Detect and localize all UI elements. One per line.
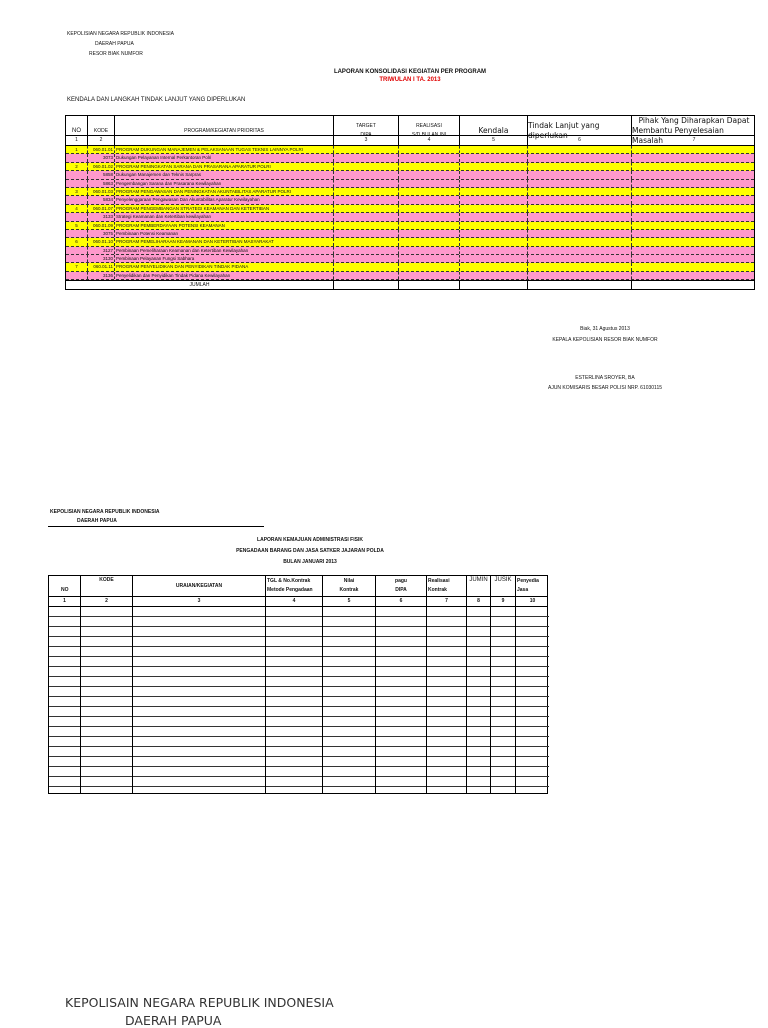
row-program-text: Pembinaan Potensi Keamanan [115,230,334,237]
row-realisasi-cell [399,272,460,279]
doc1-table [65,115,755,290]
program-row [66,222,754,230]
col-kode-label: KODE [93,127,109,134]
row-tindak-cell [528,272,632,279]
jumlah-cell [460,281,528,289]
doc3-org-region: DAERAH PAPUA [125,1013,222,1028]
row-kendala-cell [460,163,528,170]
row-realisasi-cell [399,205,460,212]
jumlah-cell [399,281,460,289]
row-pihak-cell [632,238,756,245]
row-kode: 060.01.10 [88,238,115,245]
jumlah-cell [334,281,399,289]
row-program-text: PROGRAM PENYELIDIKAN DAN PENYIDIKAN TINDAK PIDANA [115,263,334,270]
row-target-cell [334,263,399,270]
row-target-cell [334,213,399,220]
doc2-column-numbers [49,597,547,607]
doc1-org-unit: RESOR BIAK NUMFOR [89,51,143,57]
col-number: 4 [266,597,323,606]
row-no [66,213,88,220]
row-realisasi-cell [399,154,460,161]
row-tindak-cell [528,247,632,254]
row-program-text: Pembinaan Pelayanan Fungsi Sabhara [115,255,334,262]
row-realisasi-cell [399,255,460,262]
row-pihak-cell [632,255,756,262]
row-program-text: PROGRAM DUKUNGAN MANAJEMEN & PELAKSANAAN TUGAS TEKNIS LAINNYA POLRI [115,146,334,153]
col-number: 2 [81,597,133,606]
program-row [66,205,754,213]
col-realisasi-label-1: Realisasi [428,578,450,584]
empty-column [49,607,81,793]
row-no: 5 [66,222,88,229]
row-realisasi-cell [399,196,460,203]
row-kode: 5858 [88,171,115,178]
jumlah-cell [528,281,632,289]
row-kendala-cell [460,255,528,262]
row-pihak-cell [632,171,756,178]
doc2-table-header [49,576,547,597]
row-kendala-cell [460,263,528,270]
doc1-table-footer [66,280,754,289]
row-realisasi-cell [399,238,460,245]
row-program-text: Dukungan Manajemen dan Teknis Sarpras [115,171,334,178]
col-program-label: PROGRAM/KEGIATAN PRIORITAS [184,127,264,134]
signature-place-date: Biak, 31 Agustus 2013 [580,326,630,332]
col-uraian [133,576,266,596]
row-pihak-cell [632,263,756,270]
doc1-subtitle: TRIWULAN I TA. 2013 [379,77,441,83]
program-row [66,238,754,246]
row-target-cell [334,247,399,254]
row-kode: 3075 [88,230,115,237]
row-target-cell [334,205,399,212]
col-number: 3 [133,597,266,606]
row-pihak-cell [632,180,756,187]
col-number: 9 [491,597,516,606]
program-row [66,263,754,271]
row-kode: 3136 [88,272,115,279]
col-number: 7 [427,597,467,606]
doc1-title: LAPORAN KONSOLIDASI KEGIATAN PER PROGRAM [333,69,487,75]
row-no: 7 [66,263,88,270]
kegiatan-row [66,180,754,188]
row-program-text: Penyelenggaraan Pengawasan Dan Akuntabilitas Aparatur Kewilayahan [115,196,334,203]
row-kendala-cell [460,213,528,220]
row-realisasi-cell [399,230,460,237]
empty-column [516,607,549,793]
jumlah-cell [632,281,756,289]
col-realisasi-label-2: Kontrak [428,587,447,593]
row-no: 6 [66,238,88,245]
col-nilai-label-1: Nilai [343,578,355,584]
row-tindak-cell [528,188,632,195]
doc2-table-body [49,607,547,793]
row-target-cell [334,163,399,170]
col-nilai-kontrak [323,576,376,596]
col-realisasi-label-2: S/D BULAN INI [411,132,447,138]
row-kode: 060.01.07 [88,205,115,212]
signature-name: ESTERLINA SROYER, BA [575,375,635,381]
row-realisasi-cell [399,213,460,220]
kegiatan-row [66,171,754,179]
col-penyedia-jasa [516,576,549,596]
row-kode: 060.01.02 [88,163,115,170]
row-no: 2 [66,163,88,170]
row-tindak-cell [528,180,632,187]
col-tgl-label-2: Metode Pengadaan [267,587,313,593]
kegiatan-row [66,154,754,162]
row-program-text: Strategi Keamanan dan Ketertiban kewilayahan [115,213,334,220]
row-kode: 3073 [88,154,115,161]
kegiatan-row [66,230,754,238]
jumlah-label: JUMLAH [66,281,334,289]
col-number: 10 [529,598,536,604]
row-target-cell [334,255,399,262]
kegiatan-row [66,196,754,204]
row-target-cell [334,146,399,153]
col-number: 2 [88,136,115,145]
col-pihak-label-2: Membantu Penyelesaian Masalah [632,126,724,145]
col-uraian-label: URAIAN/KEGIATAN [175,582,223,589]
col-jusik-label: JUSIK [494,577,512,583]
empty-column [427,607,467,793]
doc1-org-region: DAERAH PAPUA [95,41,134,47]
signature-rank: AJUN KOMISARIS BESAR POLISI NRP. 61030115 [547,385,663,391]
row-target-cell [334,188,399,195]
row-kode: 060.01.09 [88,222,115,229]
kegiatan-row [66,255,754,263]
row-pihak-cell [632,230,756,237]
row-tindak-cell [528,205,632,212]
col-realisasi-kontrak [427,576,467,596]
row-realisasi-cell [399,146,460,153]
doc2-table [48,575,548,794]
row-no [66,196,88,203]
row-kode: 5834 [88,196,115,203]
row-program-text: PROGRAM PEMELIHARAAN KEAMANAN DAN KETERTIBAN MASYARAKAT [115,238,334,245]
row-kendala-cell [460,180,528,187]
doc1-table-header [66,116,754,145]
row-kendala-cell [460,146,528,153]
doc2-org-name: KEPOLISIAN NEGARA REPUBLIK INDONESIA [50,509,160,515]
row-no [66,154,88,161]
col-number: 4 [399,136,460,145]
col-target-label-2: DIPA [360,132,372,138]
signature-position: KEPALA KEPOLISIAN RESOR BIAK NUMFOR [552,337,658,343]
row-kendala-cell [460,188,528,195]
doc2-title-line3: BULAN JANUARI 2013 [283,559,337,565]
row-target-cell [334,196,399,203]
row-realisasi-cell [399,180,460,187]
doc2-org-region: DAERAH PAPUA [77,518,117,524]
row-pihak-cell [632,154,756,161]
col-penyedia-label-2: Jasa [517,587,529,593]
row-kendala-cell [460,238,528,245]
doc1-column-numbers [66,136,754,146]
row-realisasi-cell [399,247,460,254]
doc2-title-line1: LAPORAN KEMAJUAN ADMINISTRASI FISIK [257,537,363,543]
row-realisasi-cell [399,222,460,229]
row-realisasi-cell [399,263,460,270]
col-pagu-dipa [376,576,427,596]
col-number: 5 [323,597,376,606]
row-kode: 3127 [88,247,115,254]
row-kendala-cell [460,230,528,237]
col-number: 1 [49,597,81,606]
row-program-text: Dukungan Pelayanan Internal Perkantoran Polri [115,154,334,161]
kegiatan-row [66,213,754,221]
col-number: 1 [66,136,88,145]
row-tindak-cell [528,196,632,203]
col-number: 3 [334,136,399,145]
row-program-text: PROGRAM PENINGKATAN SARANA DAN PRASARANA APARATUR POLRI [115,163,334,170]
row-pihak-cell [632,213,756,220]
doc3-org-name: KEPOLISAIN NEGARA REPUBLIK INDONESIA [65,995,334,1010]
empty-column [133,607,266,793]
row-kendala-cell [460,154,528,161]
row-tindak-cell [528,255,632,262]
kegiatan-row [66,247,754,255]
row-target-cell [334,272,399,279]
row-program-text: Penyelidikan dan Penyidikan Tindak Pidana Kewilayahan [115,272,334,279]
row-tindak-cell [528,171,632,178]
doc1-table-body [66,146,754,280]
col-number: 8 [467,597,491,606]
program-row [66,188,754,196]
row-no [66,171,88,178]
row-target-cell [334,230,399,237]
row-program-text: PROGRAM PENGEMBANGAN STRATEGI KEAMANAN DAN KETERTIBAN [115,205,334,212]
row-kendala-cell [460,205,528,212]
row-no [66,247,88,254]
empty-column [81,607,133,793]
row-program-text: Pengembangan Sarana dan Prasarana Kewilayahan [115,180,334,187]
doc1-org-name: KEPOLISIAN NEGARA REPUBLIK INDONESIA [67,31,174,37]
row-program-text: PROGRAM PENGAWASAN DAN PENINGKATAN AKUNTABILITAS APARATUR POLRI [115,188,334,195]
col-kode [81,576,133,596]
col-kode-label: KODE [99,577,114,583]
row-pihak-cell [632,188,756,195]
row-no [66,230,88,237]
row-no: 3 [66,188,88,195]
empty-column [376,607,427,793]
row-kendala-cell [460,222,528,229]
row-no: 1 [66,146,88,153]
col-no-label: NO [72,127,81,134]
row-target-cell [334,222,399,229]
row-no: 4 [66,205,88,212]
row-program-text: PROGRAM PEMBERDAYAAN POTENSI KEAMANAN [115,222,334,229]
row-tindak-cell [528,263,632,270]
row-no [66,180,88,187]
doc2-header-rule [48,526,264,527]
col-realisasi-label-1: REALISASI [416,123,442,129]
row-kendala-cell [460,171,528,178]
program-row [66,146,754,154]
row-tindak-cell [528,154,632,161]
row-kode: 060.01.01 [88,146,115,153]
row-kendala-cell [460,247,528,254]
col-jumin-label: JUMIN [469,577,488,583]
row-kendala-cell [460,196,528,203]
col-jumin [467,576,491,596]
row-pihak-cell [632,205,756,212]
col-penyedia-label-1: Penyedia [517,578,539,584]
col-jusik [491,576,516,596]
col-number [115,136,334,145]
col-number: 7 [692,137,696,143]
row-tindak-cell [528,222,632,229]
col-target-label-1: TARGET [356,123,376,129]
row-kendala-cell [460,272,528,279]
row-pihak-cell [632,247,756,254]
col-pihak-label-1: Pihak Yang Diharapkan Dapat [638,116,750,125]
col-pagu-label-1: pagu [395,578,407,584]
row-kode: 3130 [88,255,115,262]
row-target-cell [334,154,399,161]
row-pihak-cell [632,272,756,279]
row-pihak-cell [632,146,756,153]
row-target-cell [334,238,399,245]
col-number: 5 [460,136,528,145]
col-no-label: NO [61,587,69,593]
row-no [66,272,88,279]
row-realisasi-cell [399,171,460,178]
row-pihak-cell [632,196,756,203]
row-kode: 3133 [88,213,115,220]
row-program-text: Pembinaan Pemeliharaan Keamanan dan Ketertiban Kewilayahan [115,247,334,254]
row-target-cell [334,180,399,187]
kegiatan-row [66,272,754,280]
col-tgl-kontrak [266,576,323,596]
row-kode: 5863 [88,180,115,187]
col-pagu-label-2: DIPA [395,587,407,593]
row-kode: 060.01.11 [88,263,115,270]
doc2-title-line2: PENGADAAN BARANG DAN JASA SATKER JAJARAN POLDA [236,548,384,554]
col-kendala-label: Kendala [478,126,509,135]
empty-column [467,607,491,793]
row-target-cell [334,171,399,178]
row-kode: 060.01.03 [88,188,115,195]
row-pihak-cell [632,163,756,170]
empty-column [491,607,516,793]
col-number: 6 [528,136,632,145]
row-no [66,255,88,262]
empty-column [266,607,323,793]
col-no [49,576,81,596]
row-tindak-cell [528,213,632,220]
doc1-section-heading: KENDALA DAN LANGKAH TINDAK LANJUT YANG DIPERLUKAN [67,97,246,103]
row-tindak-cell [528,230,632,237]
row-realisasi-cell [399,188,460,195]
col-tgl-label-1: TGL & No.Kontrak [267,578,311,584]
row-tindak-cell [528,146,632,153]
col-number: 6 [376,597,427,606]
row-realisasi-cell [399,163,460,170]
row-tindak-cell [528,238,632,245]
col-tindak-label: Tindak Lanjut yang diperlukan [528,121,600,140]
row-pihak-cell [632,222,756,229]
program-row [66,163,754,171]
row-tindak-cell [528,163,632,170]
empty-column [323,607,376,793]
col-nilai-label-2: Kontrak [339,587,359,593]
